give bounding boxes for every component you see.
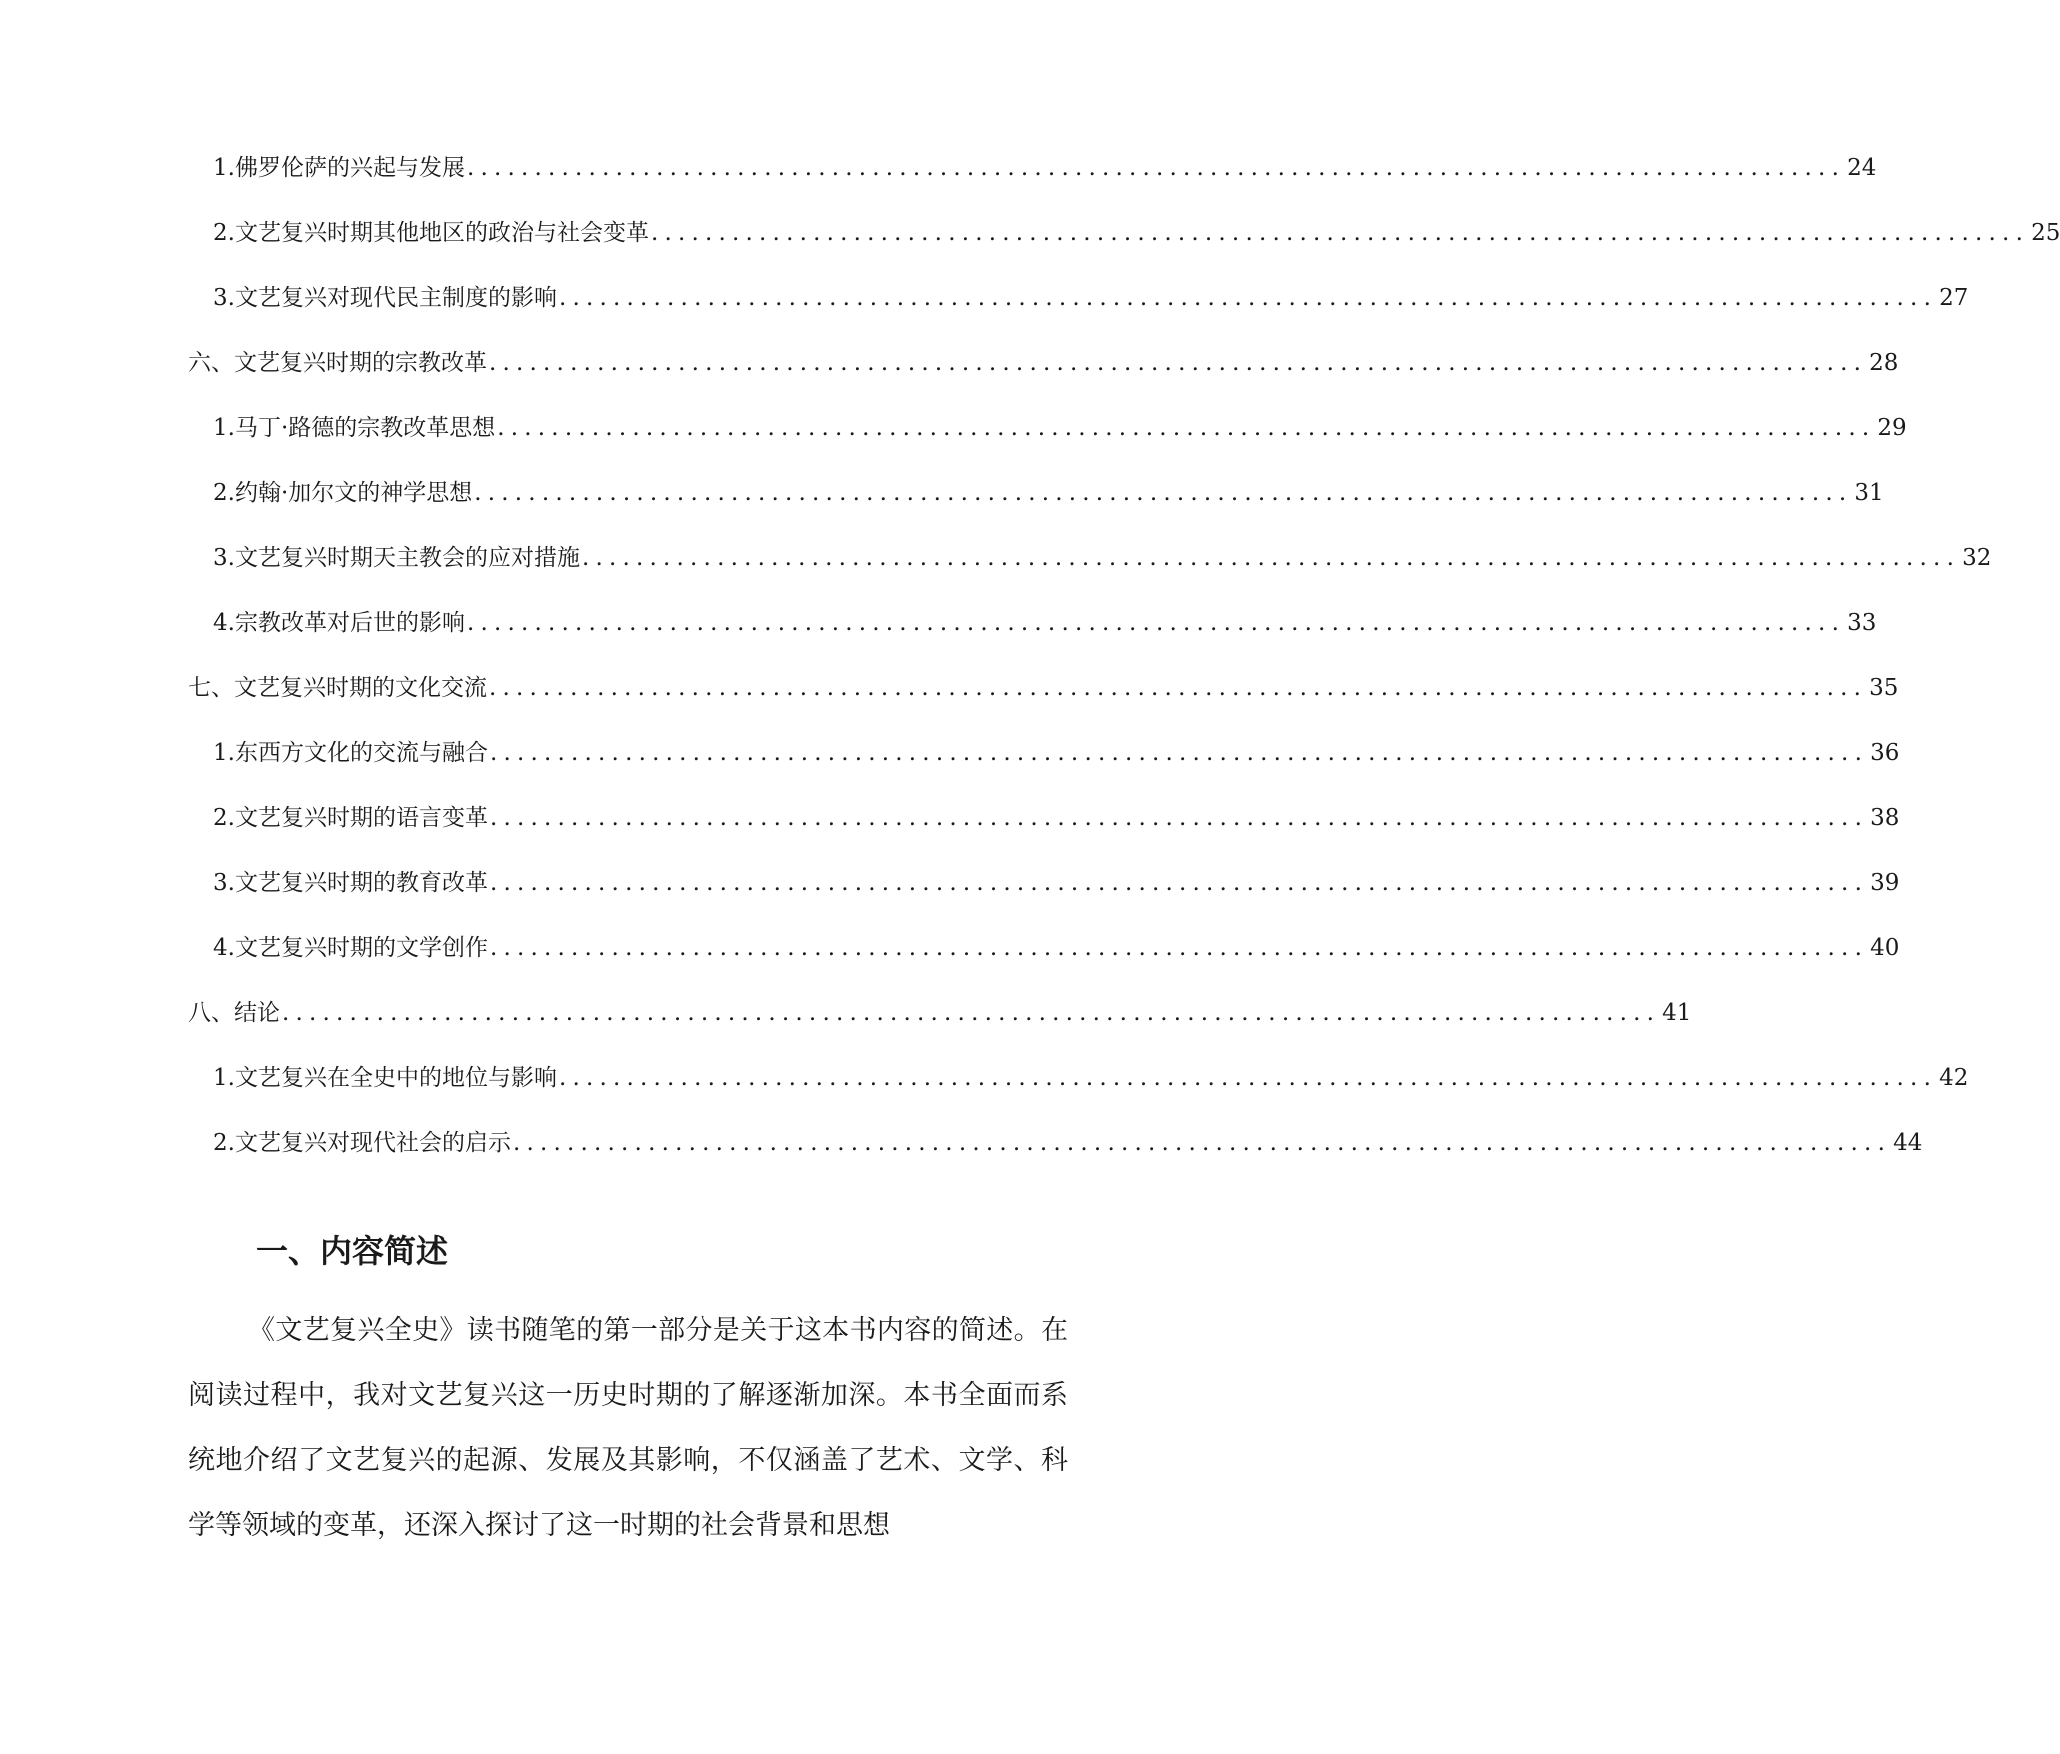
toc-entry-page: 29	[1877, 415, 1907, 441]
toc-leader-dots: ......................................................................................................	[558, 285, 1938, 311]
toc-entry-number: 2.	[213, 480, 235, 506]
section-heading: 一、内容简述	[256, 1232, 449, 1270]
toc-entry[interactable]	[213, 1063, 1969, 1093]
toc-entry-page: 40	[1870, 935, 1900, 961]
toc-entry-page: 31	[1854, 480, 1884, 506]
toc-entry-page: 38	[1870, 805, 1900, 831]
toc-entry-page: 24	[1847, 155, 1877, 181]
toc-entry-page: 36	[1870, 740, 1900, 766]
toc-entry-title: 六、文艺复兴时期的宗教改革	[188, 350, 487, 376]
toc-entry-number: 4.	[213, 935, 235, 961]
toc-leader-dots: ......................................................................................................	[489, 870, 1869, 896]
toc-entry-page: 44	[1893, 1130, 1923, 1156]
toc-leader-dots: ......................................................................................................	[581, 545, 1961, 571]
toc-entry-page: 32	[1962, 545, 1992, 571]
toc-leader-dots: ......................................................................................................	[466, 610, 1846, 636]
toc-entry[interactable]	[213, 608, 1877, 638]
toc-entry-page: 42	[1939, 1065, 1969, 1091]
toc-entry-title: 文艺复兴对现代民主制度的影响	[234, 285, 557, 311]
toc-leader-dots: ......................................................................................................	[558, 1065, 1938, 1091]
toc-entry-number: 1.	[213, 415, 235, 441]
toc-entry-title: 马丁·路德的宗教改革思想	[234, 415, 496, 441]
toc-entry-number: 1.	[213, 740, 235, 766]
toc-entry[interactable]	[213, 153, 1877, 183]
toc-entry-page: 27	[1939, 285, 1969, 311]
toc-leader-dots: ......................................................................................................	[489, 935, 1869, 961]
toc-entry-page: 25	[2031, 220, 2060, 246]
toc-entry-number: 4.	[213, 610, 235, 636]
toc-entry-page: 33	[1847, 610, 1877, 636]
toc-entry-number: 2.	[213, 1130, 235, 1156]
toc-entry-title: 文艺复兴时期天主教会的应对措施	[234, 545, 580, 571]
toc-entry[interactable]	[213, 933, 1900, 963]
toc-leader-dots: ......................................................................................................	[489, 805, 1869, 831]
toc-leader-dots: ......................................................................................................	[489, 675, 1868, 701]
toc-entry-number: 3.	[213, 285, 235, 311]
toc-entry[interactable]	[188, 998, 1692, 1028]
toc-entry-title: 宗教改革对后世的影响	[234, 610, 465, 636]
toc-entry-number: 2.	[213, 805, 235, 831]
toc-entry-title: 东西方文化的交流与融合	[234, 740, 488, 766]
toc-entry-title: 文艺复兴时期的语言变革	[234, 805, 488, 831]
toc-leader-dots: ......................................................................................................	[489, 740, 1869, 766]
toc-leader-dots: ......................................................................................................	[489, 350, 1868, 376]
toc-entry[interactable]	[213, 868, 1900, 898]
toc-entry-number: 3.	[213, 870, 235, 896]
toc-entry[interactable]	[213, 738, 1900, 768]
toc-entry[interactable]	[188, 348, 1899, 378]
toc-entry-title: 文艺复兴时期的文学创作	[234, 935, 488, 961]
toc-leader-dots: ......................................................................................................	[512, 1130, 1892, 1156]
toc-entry-title: 文艺复兴时期的教育改革	[234, 870, 488, 896]
toc-entry-number: 2.	[213, 220, 235, 246]
toc-entry-page: 39	[1870, 870, 1900, 896]
toc-entry-title: 七、文艺复兴时期的文化交流	[188, 675, 487, 701]
toc-entry-number: 1.	[213, 155, 235, 181]
toc-entry[interactable]	[213, 1128, 1923, 1158]
toc-entry[interactable]	[213, 478, 1884, 508]
toc-entry[interactable]	[213, 543, 1992, 573]
toc-entry[interactable]	[213, 283, 1969, 313]
toc-entry-title: 文艺复兴在全史中的地位与影响	[234, 1065, 557, 1091]
toc-leader-dots: ......................................................................................................	[497, 415, 1876, 441]
body-paragraph: 《文艺复兴全史》读书随笔的第一部分是关于这本书内容的简述。在阅读过程中，我对文艺复兴这一历史时期的了解逐渐加深。本书全面而系统地介绍了文艺复兴的起源、发展及其影响，不仅涵盖了艺术、文学、科学等领域的变革，还深入探讨了这一时期的社会背景和思想	[188, 1315, 1068, 1541]
toc-leader-dots: ......................................................................................................	[650, 220, 2030, 246]
toc-entry-page: 35	[1869, 675, 1899, 701]
toc-entry-page: 28	[1869, 350, 1899, 376]
toc-entry[interactable]	[213, 218, 2060, 248]
toc-entry-title: 八、结论	[188, 1000, 280, 1026]
toc-leader-dots: ......................................................................................................	[282, 1000, 1661, 1026]
toc-leader-dots: ......................................................................................................	[466, 155, 1846, 181]
toc-entry-title: 文艺复兴时期其他地区的政治与社会变革	[234, 220, 649, 246]
toc-entry-number: 1.	[213, 1065, 235, 1091]
toc-entry[interactable]	[213, 803, 1900, 833]
toc-entry-title: 文艺复兴对现代社会的启示	[234, 1130, 511, 1156]
toc-entry-title: 佛罗伦萨的兴起与发展	[234, 155, 465, 181]
toc-entry-title: 约翰·加尔文的神学思想	[234, 480, 473, 506]
toc-entry-page: 41	[1662, 1000, 1692, 1026]
toc-entry[interactable]	[188, 673, 1899, 703]
toc-entry[interactable]	[213, 413, 1907, 443]
toc-entry-number: 3.	[213, 545, 235, 571]
toc-leader-dots: ......................................................................................................	[474, 480, 1853, 506]
